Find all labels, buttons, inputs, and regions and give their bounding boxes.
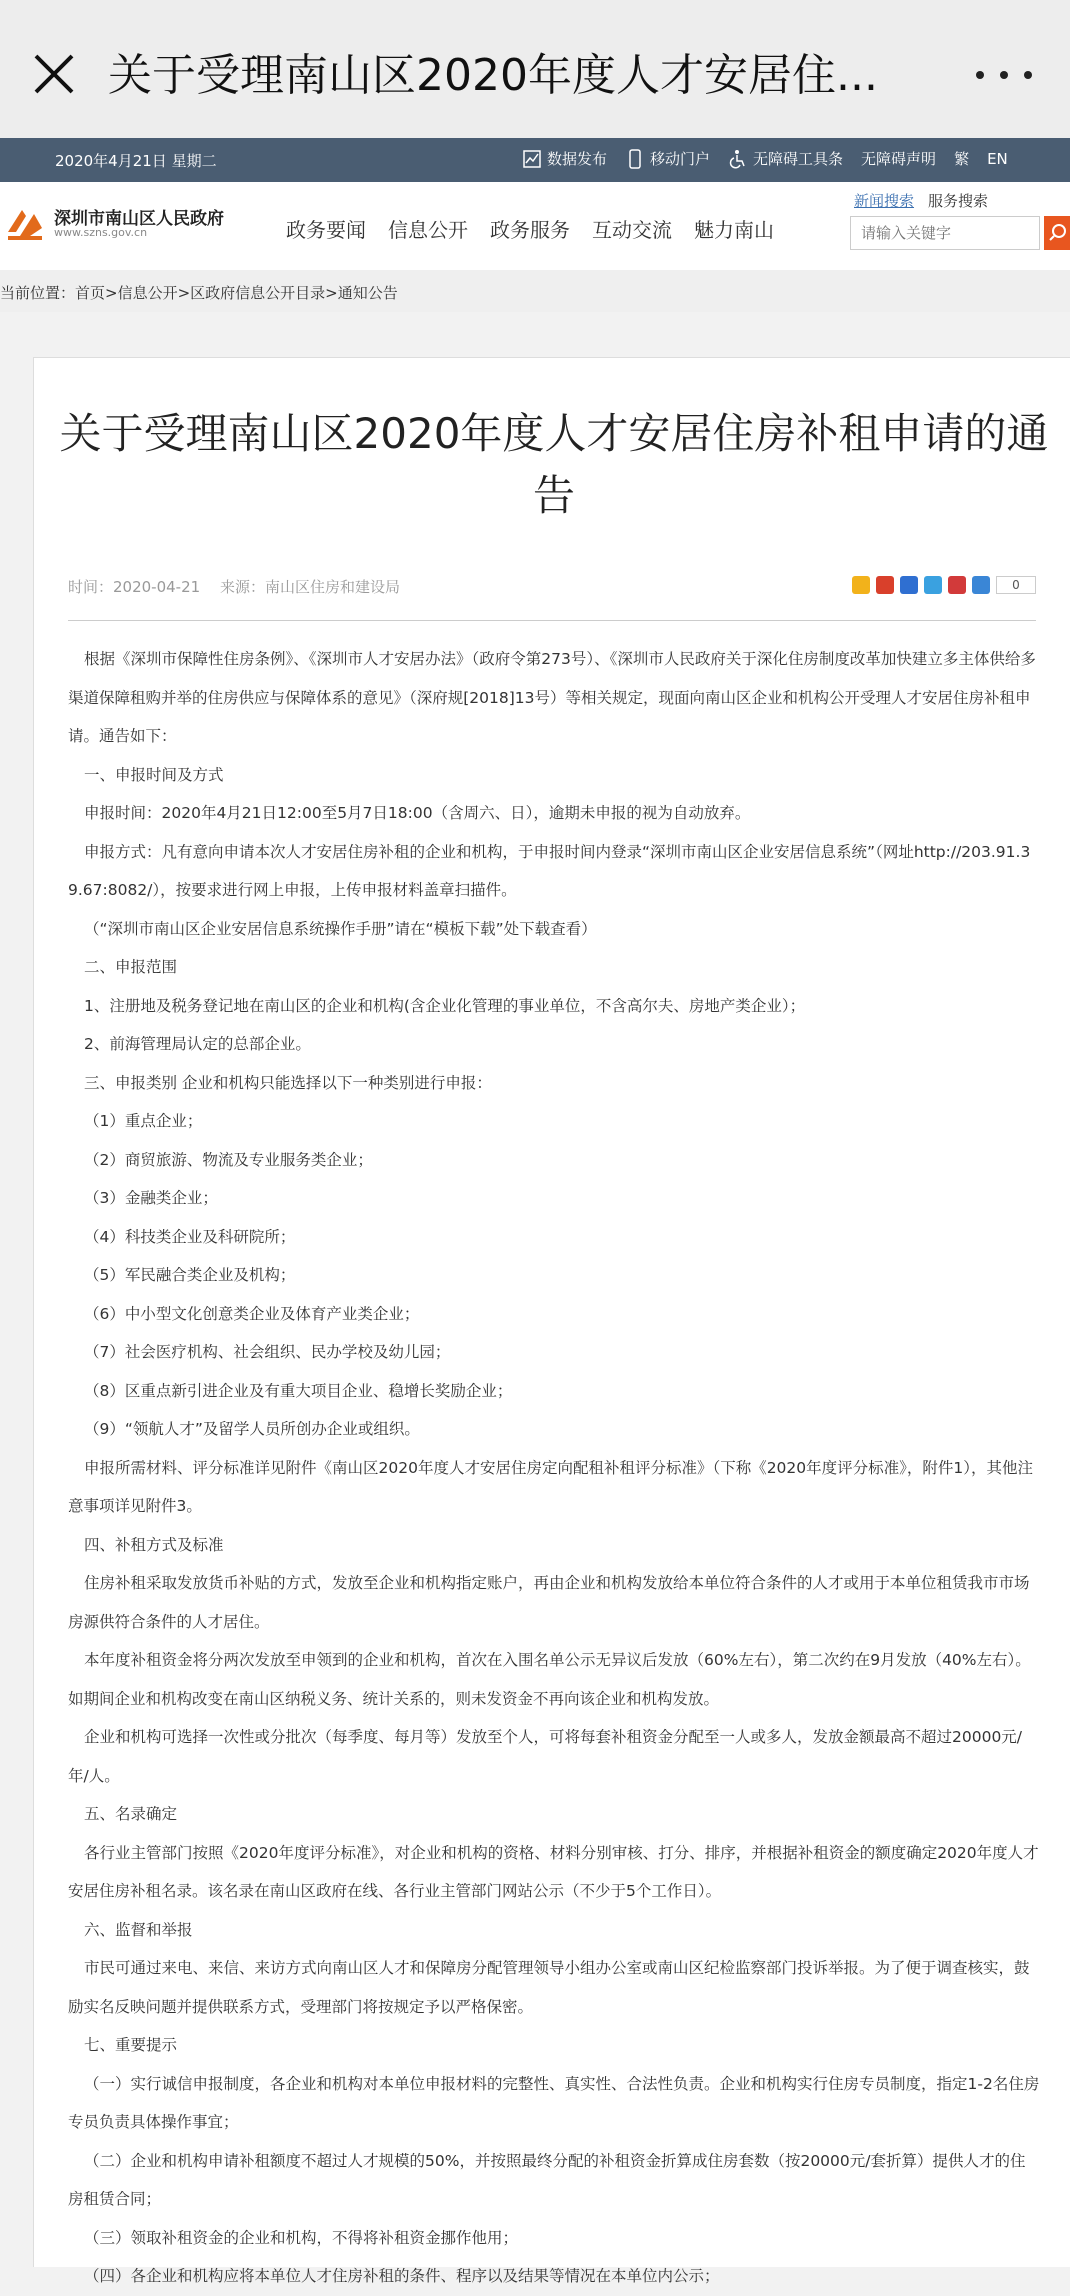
current-date: 2020年4月21日 星期二: [55, 152, 217, 170]
nav-item-interaction[interactable]: 互动交流: [592, 218, 672, 242]
article-paragraph: 三、申报类别 企业和机构只能选择以下一种类别进行申报：: [84, 1073, 492, 1092]
phone-icon: [625, 149, 645, 169]
article-paragraph: 市民可通过来电、来信、来访方式向南山区人才和保障房分配管理领导小组办公室或南山区纪检监察部门投诉举报。为了便于调查核实，鼓励实名反映问题并提供联系方式，受理部门将按规定予以严格保密。: [68, 1959, 1030, 2016]
english-link[interactable]: EN: [987, 149, 1008, 168]
nav-item-about-nanshan[interactable]: 魅力南山: [694, 218, 774, 242]
more-options-icon[interactable]: [976, 60, 1032, 90]
site-name[interactable]: 深圳市南山区人民政府: [54, 209, 224, 229]
traditional-chinese-link[interactable]: 繁: [954, 150, 970, 168]
article-paragraph: （8）区重点新引进企业及有重大项目企业、稳增长奖励企业；: [84, 1381, 513, 1400]
article-paragraph: 1、注册地及税务登记地在南山区的企业和机构(含企业化管理的事业单位，不含高尔夫、房地产类企业）；: [84, 996, 806, 1015]
share-renren-icon[interactable]: [900, 576, 918, 594]
search-button[interactable]: [1044, 216, 1070, 250]
article-paragraph: 五、名录确定: [84, 1805, 178, 1823]
accessibility-statement-link[interactable]: 无障碍声明: [861, 150, 937, 168]
site-header: [0, 182, 1070, 270]
article-paragraph: （3）金融类企业；: [84, 1189, 218, 1207]
article-paragraph: 四、补租方式及标准: [84, 1535, 224, 1554]
share-bar: [852, 576, 1036, 594]
share-weibo-icon[interactable]: [876, 576, 894, 594]
article-body: [68, 640, 1040, 2296]
accessibility-toolbar-link[interactable]: 无障碍工具条: [728, 148, 843, 169]
article-paragraph: （7）社会医疗机构、社会组织、民办学校及幼儿园；: [84, 1343, 451, 1361]
article-paragraph: （一）实行诚信申报制度，各企业和机构对本单位申报材料的完整性、真实性、合法性负责。企业和机构实行住房专员制度，指定1-2名住房专员负责具体操作事宜；: [68, 2074, 1040, 2131]
nav-item-news[interactable]: 政务要闻: [286, 218, 366, 242]
breadcrumb-text[interactable]: 当前位置：首页>信息公开>区政府信息公开目录>通知公告: [0, 284, 398, 302]
share-wechat-icon[interactable]: [948, 576, 966, 594]
article-meta: 时间：2020-04-21 来源：南山区住房和建设局: [68, 578, 400, 596]
article-paragraph: （1）重点企业；: [84, 1112, 203, 1130]
breadcrumb: [0, 270, 1070, 312]
article-paragraph: （2）商贸旅游、物流及专业服务类企业；: [84, 1150, 373, 1169]
article-paragraph: （四）各企业和机构应将本单位人才住房补租的条件、程序以及结果等情况在本单位内公示；: [84, 2267, 720, 2285]
app-title-bar: [0, 0, 1070, 138]
article-paragraph: （三）领取补租资金的企业和机构，不得将补租资金挪作他用；: [84, 2228, 519, 2247]
article-paragraph: 二、申报范围: [84, 958, 178, 976]
data-release-link[interactable]: 数据发布: [522, 148, 607, 169]
article-paragraph: 申报时间：2020年4月21日12:00至5月7日18:00（含周六、日），逾期未申报的视为自动放弃。: [84, 804, 751, 822]
article-paragraph: 根据《深圳市保障性住房条例》、《深圳市人才安居办法》（政府令第273号）、《深圳市人民政府关于深化住房制度改革加快建立多主体供给多渠道保障租购并举的住房供应与保障体系的意见》（深府规[2018]13号）等相关规定，现面向南山区企业和机构公开受理人才安居住房补租申请。通告如下：: [68, 650, 1036, 745]
title-divider: [68, 620, 1036, 621]
top-utility-strip: [0, 138, 1070, 182]
article-paragraph: 一、申报时间及方式: [84, 765, 224, 784]
article-paragraph: （6）中小型文化创意类企业及体育产业类企业；: [84, 1304, 420, 1323]
article-paragraph: （5）军民融合类企业及机构；: [84, 1266, 296, 1284]
article-paragraph: 本年度补租资金将分两次发放至申领到的企业和机构，首次在入围名单公示无异议后发放（60%左右），第二次约在9月发放（40%左右）。如期间企业和机构改变在南山区纳税义务、统计关系的，则未发资金不再向该企业和机构发放。: [68, 1651, 1031, 1708]
main-nav: [286, 214, 774, 243]
mobile-portal-link[interactable]: 移动门户: [625, 148, 710, 169]
site-url: www.szns.gov.cn: [54, 226, 148, 239]
search-box: [850, 216, 1040, 250]
nav-item-services[interactable]: 政务服务: [490, 218, 570, 242]
article-paragraph: （9）“领航人才”及留学人员所创办企业或组织。: [84, 1420, 420, 1438]
government-logo-icon[interactable]: [4, 202, 46, 244]
close-icon[interactable]: [32, 52, 76, 96]
utility-links: [522, 148, 1008, 169]
share-tencent-icon[interactable]: [924, 576, 942, 594]
article-paragraph: 企业和机构可选择一次性或分批次（每季度、每月等）发放至个人，可将每套补租资金分配至一人或多人，发放金额最高不超过20000元/年/人。: [68, 1728, 1023, 1785]
share-count: 0: [996, 576, 1036, 594]
accessibility-icon: [728, 149, 748, 169]
nav-item-info-disclosure[interactable]: 信息公开: [388, 218, 468, 242]
search-tabs: [854, 190, 988, 211]
article-paragraph: 六、监督和举报: [84, 1920, 193, 1939]
chart-icon: [522, 149, 542, 169]
tab-service-search[interactable]: 服务搜索: [928, 192, 989, 210]
article-paragraph: 各行业主管部门按照《2020年度评分标准》，对企业和机构的资格、材料分别审核、打分、排序，并根据补租资金的额度确定2020年度人才安居住房补租名录。该名录在南山区政府在线、各行业主管部门网站公示（不少于5个工作日）。: [68, 1843, 1039, 1900]
article-paragraph: （“深圳市南山区企业安居信息系统操作手册”请在“模板下载”处下载查看）: [84, 919, 597, 938]
article-paragraph: 2、前海管理局认定的总部企业。: [84, 1035, 311, 1053]
search-icon: [1044, 216, 1070, 250]
article-paragraph: （二）企业和机构申请补租额度不超过人才规模的50%，并按照最终分配的补租资金折算成住房套数（按20000元/套折算）提供人才的住房租赁合同；: [68, 2151, 1026, 2208]
article-paragraph: （4）科技类企业及科研院所；: [84, 1227, 296, 1246]
article-paragraph: 申报方式：凡有意向申请本次人才安居住房补租的企业和机构，于申报时间内登录“深圳市南山区企业安居信息系统”（网址http://203.91.39.67:8082/），按要求进行网上申报，上传申报材料盖章扫描件。: [68, 842, 1031, 899]
tab-news-search[interactable]: 新闻搜索: [854, 192, 915, 210]
article-paragraph: 住房补租采取发放货币补贴的方式，发放至企业和机构指定账户，再由企业和机构发放给本单位符合条件的人才或用于本单位租赁我市市场房源供符合条件的人才居住。: [68, 1574, 1030, 1631]
share-qzone-icon[interactable]: [852, 576, 870, 594]
article-card: [33, 357, 1070, 2285]
article-title: 关于受理南山区2020年度人才安居住房补租申请的通告: [59, 409, 1049, 520]
share-more-icon[interactable]: [972, 576, 990, 594]
search-input[interactable]: [851, 217, 1043, 249]
article-paragraph: 申报所需材料、评分标准详见附件《南山区2020年度人才安居住房定向配租补租评分标准》（下称《2020年度评分标准》，附件1），其他注意事项详见附件3。: [68, 1458, 1034, 1515]
window-title: 关于受理南山区2020年度人才安居住...: [108, 50, 878, 101]
article-paragraph: 七、重要提示: [84, 2036, 178, 2054]
